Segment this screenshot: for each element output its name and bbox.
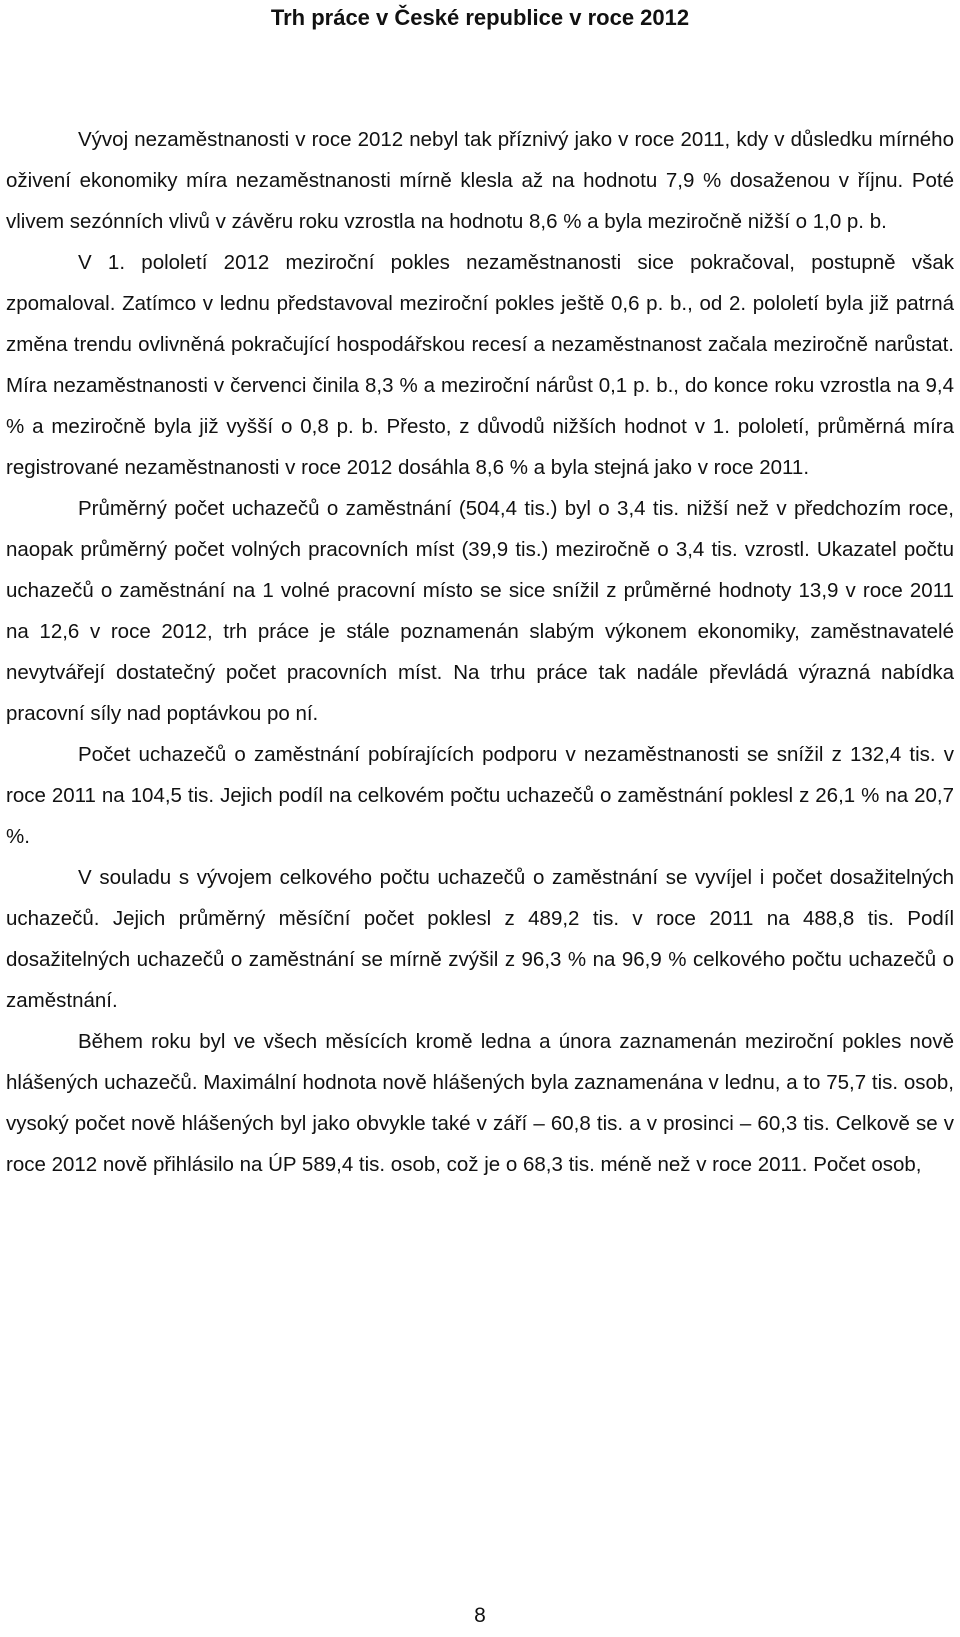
paragraph-1: Vývoj nezaměstnanosti v roce 2012 nebyl tak příznivý jako v roce 2011, kdy v důsledku mírného oživení ekonomiky míra nezaměstnanosti mírně klesla až na hodnotu 7,9 % dosaženou v říjnu. Poté vlivem sezónních vlivů v závěru roku vzrostla na hodnotu 8,6 % a byla meziročně nižší o 1,0 p. b. xyxy=(6,128,954,233)
document-body xyxy=(6,119,954,1185)
paragraph-2: V 1. pololetí 2012 meziroční pokles nezaměstnanosti sice pokračoval, postupně však zpomaloval. Zatímco v lednu představoval meziroční pokles ještě 0,6 p. b., od 2. pololetí byla již patrná změna trendu ovlivněná pokračující hospodářskou recesí a nezaměstnanost začala meziročně narůstat. Míra nezaměstnanosti v červenci činila 8,3 % a meziroční nárůst 0,1 p. b., do konce roku vzrostla na 9,4 % a meziročně byla již vyšší o 0,8 p. b. Přesto, z důvodů nižších hodnot v 1. pololetí, průměrná míra registrované nezaměstnanosti v roce 2012 dosáhla 8,6 % a byla stejná jako v roce 2011. xyxy=(6,251,954,479)
paragraph-5: V souladu s vývojem celkového počtu uchazečů o zaměstnání se vyvíjel i počet dosažitelných uchazečů. Jejich průměrný měsíční počet poklesl z 489,2 tis. v roce 2011 na 488,8 tis. Podíl dosažitelných uchazečů o zaměstnání se mírně zvýšil z 96,3 % na 96,9 % celkového počtu uchazečů o zaměstnání. xyxy=(6,866,954,1012)
page-title: Trh práce v České republice v roce 2012 xyxy=(270,5,690,30)
page-number: 8 xyxy=(474,1604,486,1627)
paragraph-6: Během roku byl ve všech měsících kromě ledna a února zaznamenán meziroční pokles nově hlášených uchazečů. Maximální hodnota nově hlášených byla zaznamenána v lednu, a to 75,7 tis. osob, vysoký počet nově hlášených byl jako obvykle také v září – 60,8 tis. a v prosinci – 60,3 tis. Celkově se v roce 2012 nově přihlásilo na ÚP 589,4 tis. osob, což je o 68,3 tis. méně než v roce 2011. Počet osob, xyxy=(6,1030,954,1176)
paragraph-4: Počet uchazečů o zaměstnání pobírajících podporu v nezaměstnanosti se snížil z 132,4 tis. v roce 2011 na 104,5 tis. Jejich podíl na celkovém počtu uchazečů o zaměstnání poklesl z 26,1 % na 20,7 %. xyxy=(6,743,954,848)
paragraph-3: Průměrný počet uchazečů o zaměstnání (504,4 tis.) byl o 3,4 tis. nižší než v předchozím roce, naopak průměrný počet volných pracovních míst (39,9 tis.) meziročně o 3,4 tis. vzrostl. Ukazatel počtu uchazečů o zaměstnání na 1 volné pracovní místo se sice snížil z průměrné hodnoty 13,9 v roce 2011 na 12,6 v roce 2012, trh práce je stále poznamenán slabým výkonem ekonomiky, zaměstnavatelé nevytvářejí dostatečný počet pracovních míst. Na trhu práce tak nadále převládá výrazná nabídka pracovní síly nad poptávkou po ní. xyxy=(6,497,954,725)
